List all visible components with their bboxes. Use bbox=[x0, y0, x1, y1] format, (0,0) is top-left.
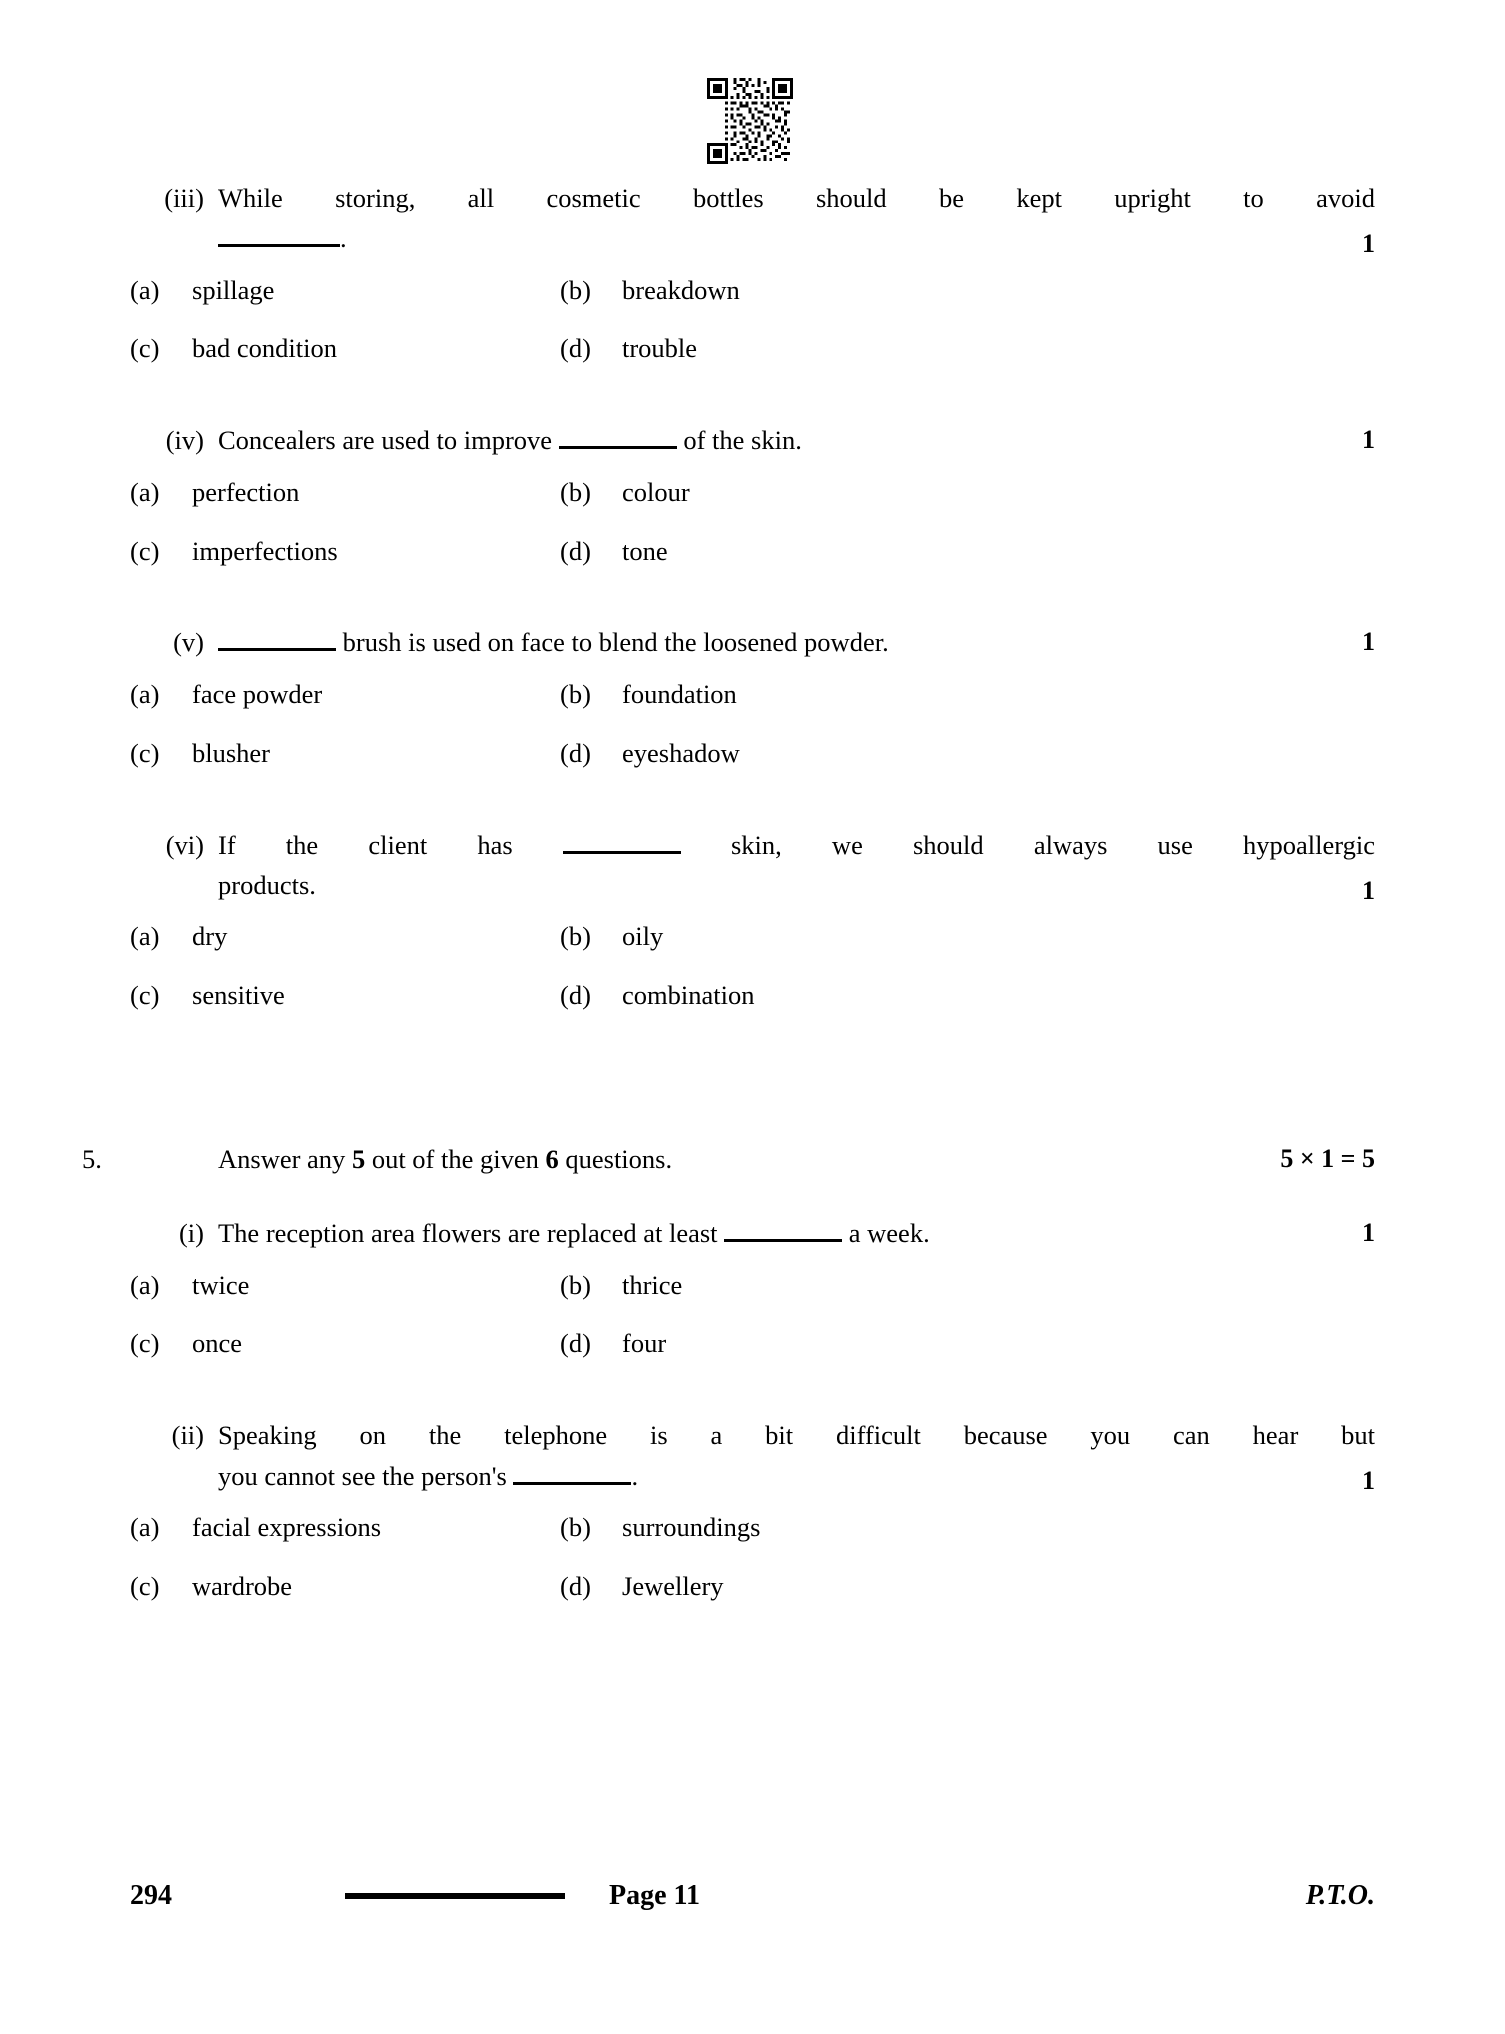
stem-suffix: of the skin. bbox=[683, 425, 802, 456]
stem-prefix: The reception area flowers are replaced at least bbox=[218, 1218, 718, 1249]
option-label: (b) bbox=[560, 921, 591, 952]
option-label: (b) bbox=[560, 1511, 591, 1542]
option-text: perfection bbox=[192, 476, 300, 507]
option-d bbox=[560, 327, 990, 370]
option-label: (d) bbox=[560, 737, 591, 768]
question-marks: 1 bbox=[1362, 425, 1375, 455]
option-row bbox=[130, 974, 1375, 1017]
option-label: (c) bbox=[130, 333, 160, 364]
option-text: bad condition bbox=[192, 333, 337, 364]
option-text: surroundings bbox=[622, 1511, 761, 1542]
question-stem-line2 bbox=[218, 1456, 1375, 1496]
section-5-header bbox=[82, 1139, 1375, 1179]
option-label: (b) bbox=[560, 1269, 591, 1300]
option-label: (a) bbox=[130, 921, 160, 952]
stem-suffix: . bbox=[631, 1460, 639, 1491]
question-marker: (iii) bbox=[164, 183, 204, 213]
options-v bbox=[130, 673, 1375, 775]
question-stem bbox=[218, 1213, 1375, 1253]
option-text: spillage bbox=[192, 274, 275, 305]
option-row bbox=[130, 1565, 1375, 1608]
question-v bbox=[130, 622, 1375, 662]
stem-prefix: If the client has bbox=[218, 829, 513, 860]
fill-blank bbox=[513, 1457, 631, 1484]
stem-prefix: you cannot see the person's bbox=[218, 1460, 507, 1491]
option-c bbox=[130, 732, 560, 775]
option-row bbox=[130, 673, 1375, 716]
stem-prefix: Concealers are used to improve bbox=[218, 425, 553, 456]
fill-blank bbox=[218, 220, 340, 247]
question-content bbox=[82, 178, 1375, 1612]
spacer bbox=[130, 779, 1375, 825]
question-5-ii bbox=[130, 1415, 1375, 1496]
option-b bbox=[560, 915, 990, 958]
option-c bbox=[130, 530, 560, 573]
option-b bbox=[560, 673, 990, 716]
question-marks: 1 bbox=[1362, 627, 1375, 657]
option-b bbox=[560, 1506, 990, 1549]
option-text: colour bbox=[622, 476, 690, 507]
question-marks: 1 bbox=[1362, 1218, 1375, 1248]
question-marks: 1 bbox=[1362, 875, 1375, 905]
question-marker: (ii) bbox=[171, 1420, 204, 1451]
option-label: (d) bbox=[560, 1570, 591, 1601]
option-c bbox=[130, 1322, 560, 1365]
instruction-count-total: 6 bbox=[545, 1143, 559, 1174]
option-d bbox=[560, 732, 990, 775]
footer-divider bbox=[345, 1893, 565, 1899]
option-row bbox=[130, 1506, 1375, 1549]
option-d bbox=[560, 974, 990, 1017]
option-text: dry bbox=[192, 921, 228, 952]
option-text: face powder bbox=[192, 678, 323, 709]
option-text: foundation bbox=[622, 678, 737, 709]
option-label: (a) bbox=[130, 274, 160, 305]
question-stem bbox=[218, 420, 1375, 460]
page-footer bbox=[130, 1880, 1375, 1912]
spacer bbox=[130, 374, 1375, 420]
option-text: facial expressions bbox=[192, 1511, 382, 1542]
option-label: (c) bbox=[130, 535, 160, 566]
question-5-i bbox=[130, 1213, 1375, 1253]
option-a bbox=[130, 673, 560, 716]
section-instruction bbox=[218, 1139, 1375, 1179]
instruction-count-answer: 5 bbox=[351, 1143, 366, 1174]
option-row bbox=[130, 269, 1375, 312]
question-stem-line1: Speaking on the telephone is a bit difficult because you can hear but bbox=[218, 1420, 1375, 1451]
spacer bbox=[130, 576, 1375, 622]
option-label: (d) bbox=[560, 980, 591, 1011]
option-text: eyeshadow bbox=[622, 737, 740, 768]
instruction-part3: questions. bbox=[558, 1143, 673, 1174]
option-text: imperfections bbox=[192, 535, 338, 566]
option-b bbox=[560, 471, 990, 514]
stem-suffix: a week. bbox=[848, 1218, 930, 1249]
option-text: twice bbox=[192, 1269, 250, 1300]
question-iv bbox=[130, 420, 1375, 460]
option-row bbox=[130, 471, 1375, 514]
question-marks: 1 bbox=[1362, 229, 1375, 258]
option-label: (b) bbox=[560, 678, 591, 709]
stem-suffix: skin, we should always use hypoallergic bbox=[730, 829, 1375, 860]
option-text: sensitive bbox=[192, 980, 285, 1011]
option-label: (a) bbox=[130, 678, 160, 709]
option-d bbox=[560, 530, 990, 573]
stem-suffix: . bbox=[340, 223, 347, 254]
option-text: four bbox=[622, 1328, 667, 1359]
question-marks: 1 bbox=[1362, 1466, 1375, 1496]
instruction-part1: Answer any bbox=[218, 1143, 352, 1174]
option-label: (b) bbox=[560, 274, 591, 305]
option-label: (d) bbox=[560, 535, 591, 566]
option-label: (d) bbox=[560, 333, 591, 364]
options-iii bbox=[130, 269, 1375, 371]
question-stem-line2 bbox=[218, 218, 1375, 258]
option-label: (b) bbox=[560, 476, 591, 507]
question-stem bbox=[218, 622, 1375, 662]
option-label: (a) bbox=[130, 1269, 160, 1300]
option-a bbox=[130, 471, 560, 514]
options-5-ii bbox=[130, 1506, 1375, 1608]
instruction-part2: out of the given bbox=[365, 1143, 546, 1174]
option-a bbox=[130, 269, 560, 312]
option-row bbox=[130, 732, 1375, 775]
question-stem-line1: While storing, all cosmetic bottles should be kept upright to avoid bbox=[218, 183, 1375, 213]
option-d bbox=[560, 1322, 990, 1365]
stem-suffix: brush is used on face to blend the loosened powder. bbox=[342, 627, 889, 658]
paper-code: 294 bbox=[130, 1880, 172, 1911]
question-iii bbox=[130, 178, 1375, 259]
option-text: blusher bbox=[192, 737, 271, 768]
question-marker: (iv) bbox=[165, 425, 204, 456]
option-text: combination bbox=[622, 980, 755, 1011]
options-5-i bbox=[130, 1264, 1375, 1366]
fill-blank bbox=[218, 624, 336, 651]
option-row bbox=[130, 327, 1375, 370]
qr-code-icon bbox=[707, 78, 793, 164]
option-row bbox=[130, 1264, 1375, 1307]
option-text: Jewellery bbox=[622, 1570, 724, 1601]
option-label: (c) bbox=[130, 1328, 160, 1359]
option-text: trouble bbox=[622, 333, 698, 364]
option-label: (c) bbox=[130, 980, 160, 1011]
option-c bbox=[130, 974, 560, 1017]
options-vi bbox=[130, 915, 1375, 1017]
option-a bbox=[130, 1264, 560, 1307]
question-marker: (i) bbox=[178, 1218, 204, 1249]
fill-blank bbox=[563, 826, 681, 853]
page-number: Page 11 bbox=[609, 1880, 700, 1911]
option-row bbox=[130, 530, 1375, 573]
option-c bbox=[130, 1565, 560, 1608]
option-a bbox=[130, 915, 560, 958]
options-iv bbox=[130, 471, 1375, 573]
section-marks: 5 × 1 = 5 bbox=[1280, 1143, 1375, 1173]
option-text: tone bbox=[622, 535, 668, 566]
pto-indicator: P.T.O. bbox=[1305, 1880, 1375, 1911]
question-stem-line2: products. bbox=[218, 869, 316, 900]
option-row bbox=[130, 915, 1375, 958]
option-text: breakdown bbox=[622, 274, 740, 305]
option-c bbox=[130, 327, 560, 370]
option-a bbox=[130, 1506, 560, 1549]
option-text: wardrobe bbox=[192, 1570, 293, 1601]
option-label: (c) bbox=[130, 1570, 160, 1601]
spacer bbox=[130, 1369, 1375, 1415]
option-label: (a) bbox=[130, 476, 160, 507]
question-stem-line1 bbox=[218, 825, 1375, 865]
option-label: (a) bbox=[130, 1511, 160, 1542]
spacer bbox=[130, 1021, 1375, 1139]
question-marker: (vi) bbox=[165, 829, 204, 860]
spacer bbox=[130, 1179, 1375, 1213]
option-text: once bbox=[192, 1328, 243, 1359]
fill-blank bbox=[724, 1215, 842, 1242]
option-b bbox=[560, 1264, 990, 1307]
option-row bbox=[130, 1322, 1375, 1365]
option-label: (c) bbox=[130, 737, 160, 768]
option-text: oily bbox=[622, 921, 664, 952]
fill-blank bbox=[559, 422, 677, 449]
option-text: thrice bbox=[622, 1269, 683, 1300]
option-d bbox=[560, 1565, 990, 1608]
option-b bbox=[560, 269, 990, 312]
question-marker: (v) bbox=[173, 627, 204, 658]
question-vi bbox=[130, 825, 1375, 906]
option-label: (d) bbox=[560, 1328, 591, 1359]
section-number: 5. bbox=[82, 1143, 102, 1174]
